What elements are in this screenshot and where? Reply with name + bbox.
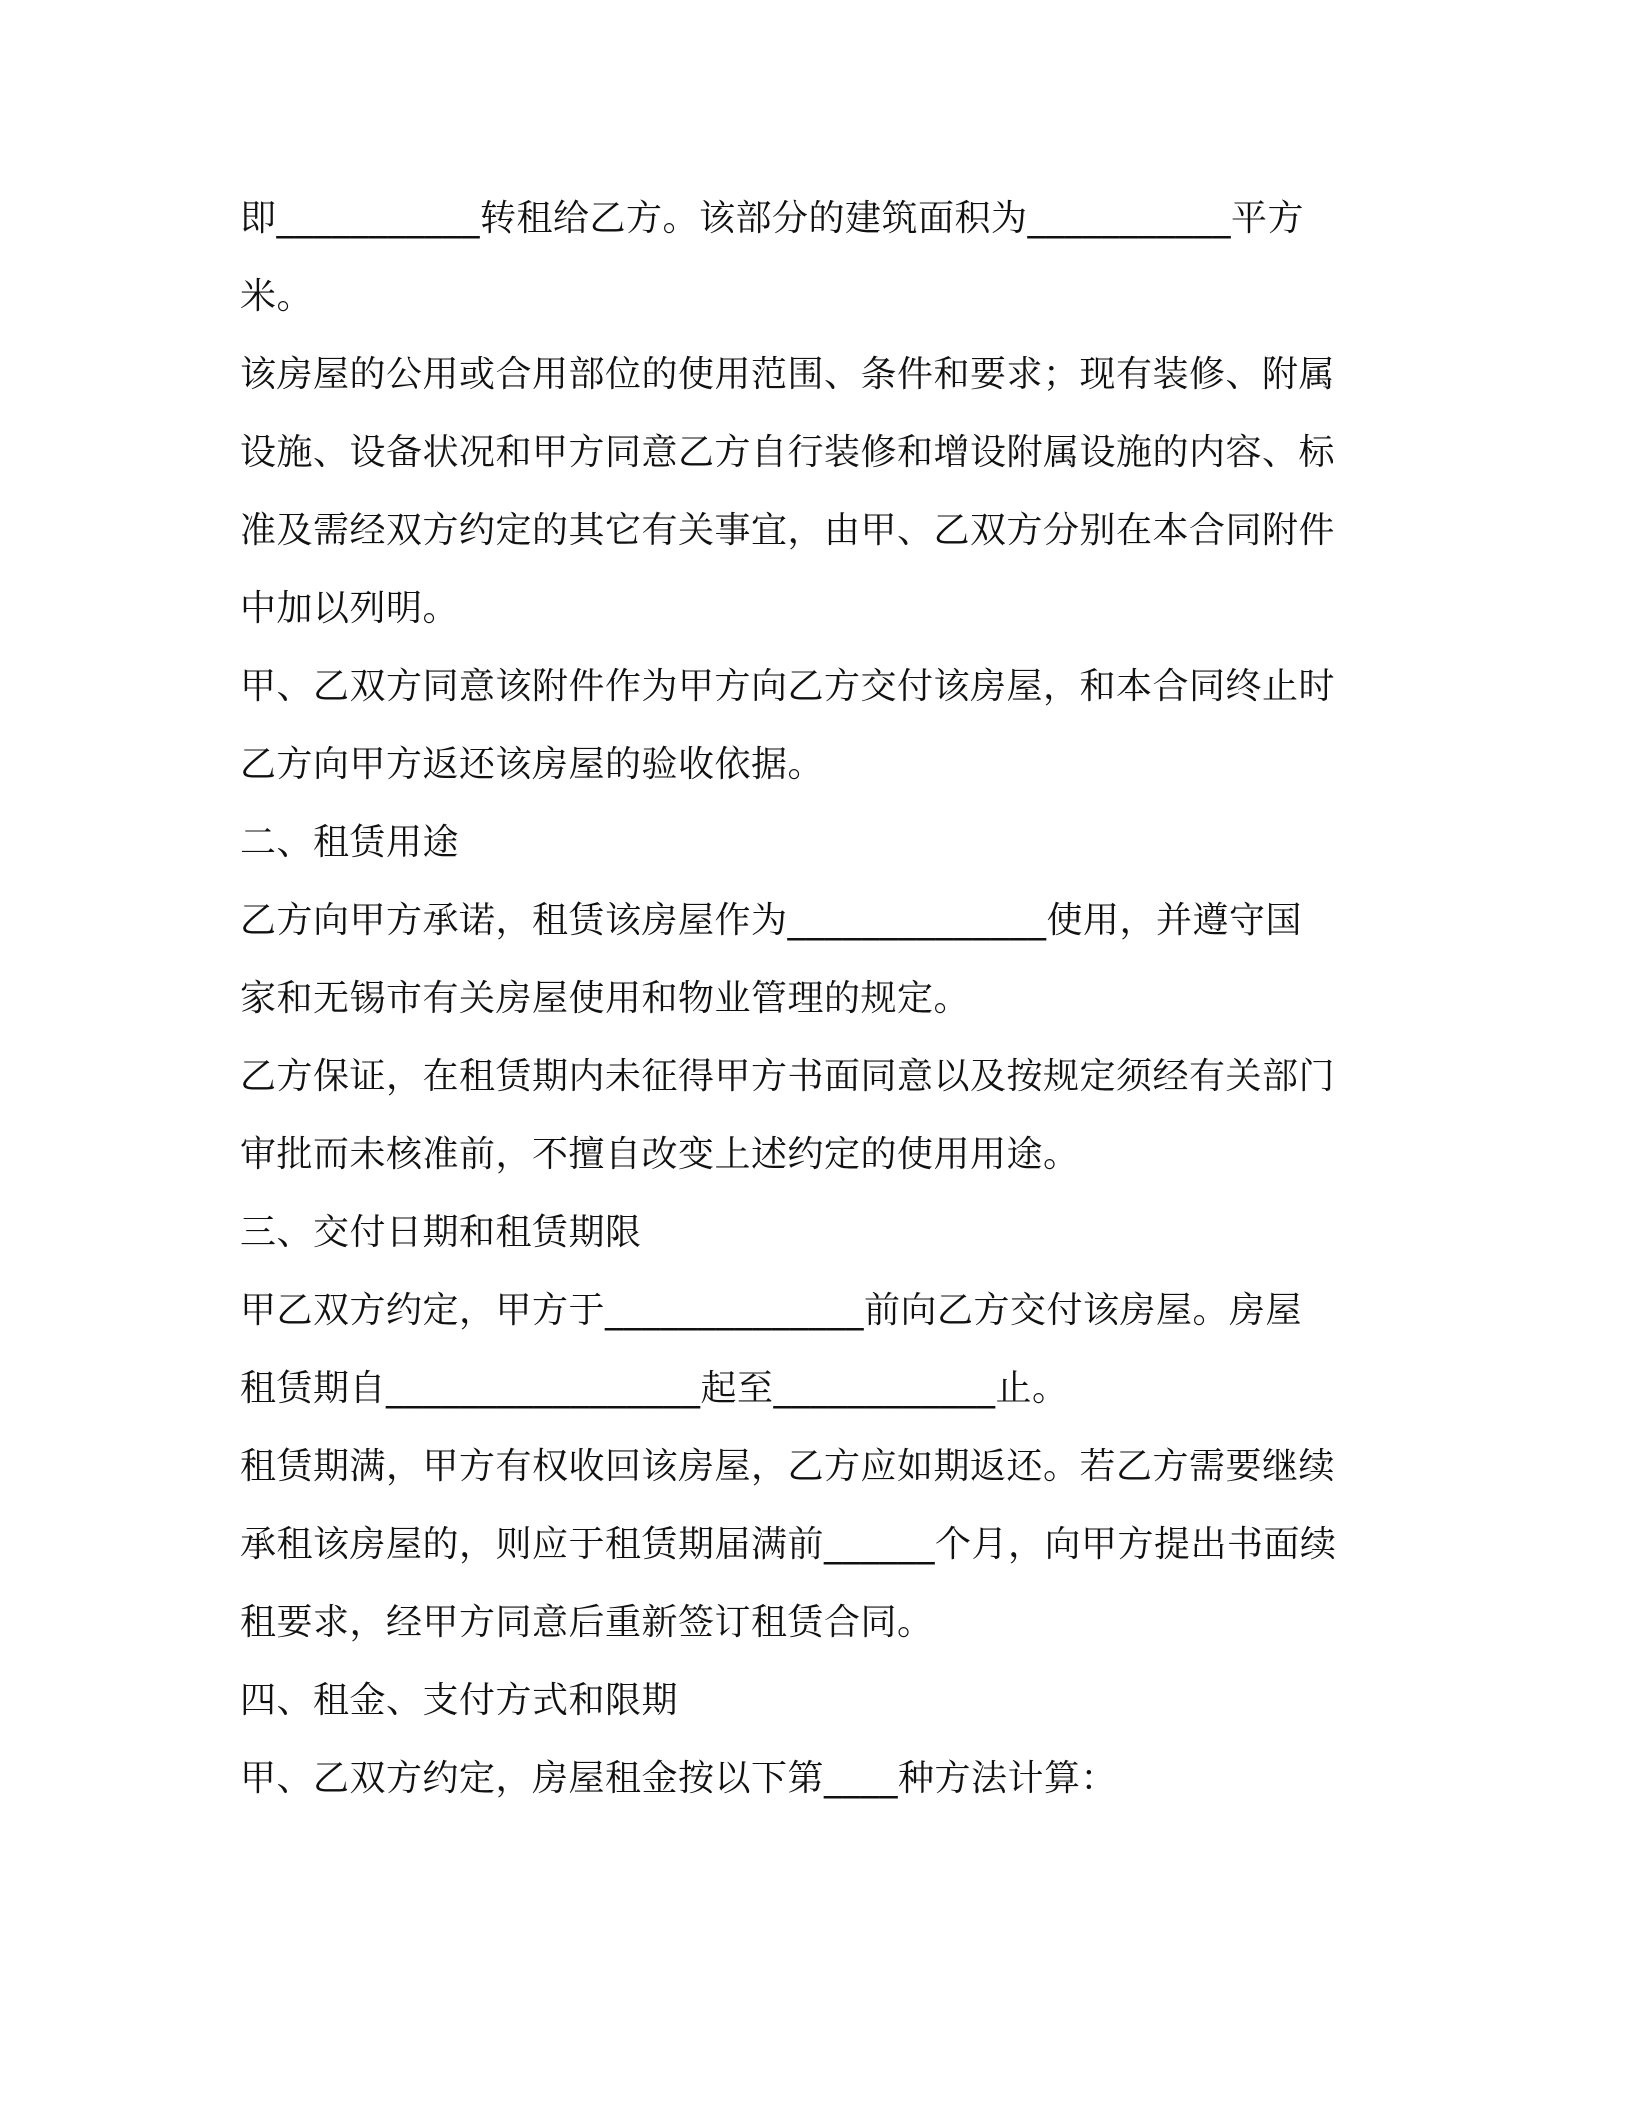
text-line: 家和无锡市有关房屋使用和物业管理的规定。	[240, 978, 971, 1019]
text-line: 乙方向甲方返还该房屋的验收依据。	[240, 744, 825, 785]
section-heading: 二、租赁用途	[240, 822, 460, 863]
text-line: 乙方保证，在租赁期内未征得甲方书面同意以及按规定须经有关部门	[240, 1056, 1336, 1097]
text-line: 中加以列明。	[240, 588, 460, 629]
text-line: 承租该房屋的，则应于租赁期届满前______个月，向甲方提出书面续	[240, 1524, 1337, 1565]
text-line: 该房屋的公用或合用部位的使用范围、条件和要求；现有装修、附属	[240, 354, 1336, 395]
text-line: 租赁期满，甲方有权收回该房屋，乙方应如期返还。若乙方需要继续	[240, 1446, 1336, 1487]
text-line: 甲乙双方约定，甲方于______________前向乙方交付该房屋。房屋	[240, 1290, 1303, 1331]
text-line: 准及需经双方约定的其它有关事宜，由甲、乙双方分别在本合同附件	[240, 510, 1336, 551]
section-heading: 四、租金、支付方式和限期	[240, 1680, 679, 1721]
text-line: 甲、乙双方同意该附件作为甲方向乙方交付该房屋，和本合同终止时	[240, 666, 1336, 707]
text-line: 租要求，经甲方同意后重新签订租赁合同。	[240, 1602, 934, 1643]
text-line: 设施、设备状况和甲方同意乙方自行装修和增设附属设施的内容、标	[240, 432, 1336, 473]
text-line: 租赁期自_________________起至____________止。	[240, 1368, 1069, 1409]
text-line: 即___________转租给乙方。该部分的建筑面积为___________平方	[240, 198, 1305, 239]
text-line: 审批而未核准前，不擅自改变上述约定的使用用途。	[240, 1134, 1080, 1175]
section-heading: 三、交付日期和租赁期限	[240, 1212, 642, 1253]
text-line: 米。	[240, 276, 314, 317]
text-line: 甲、乙双方约定，房屋租金按以下第____种方法计算：	[240, 1758, 1118, 1799]
text-line: 乙方向甲方承诺，租赁该房屋作为______________使用，并遵守国	[240, 900, 1303, 941]
document-page	[240, 189, 1390, 1827]
